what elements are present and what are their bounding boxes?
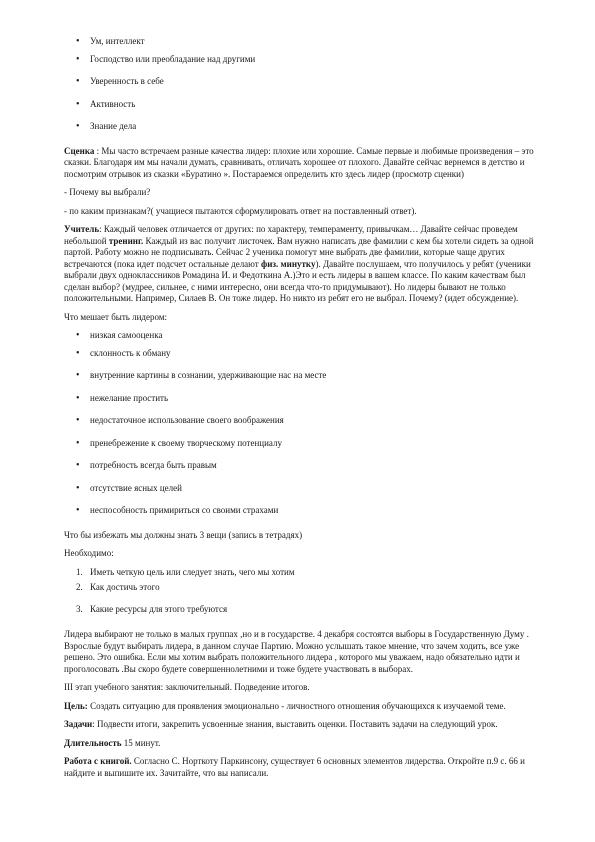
list-item: • Уверенность в себе <box>76 76 539 88</box>
teacher-text-3: ). Давайте послушаем, что получилось у ребят (ученики выбрали двух одноклассников Ромадина И. и Федоткина А.)Это и есть лидеры в вашем классе. По каким качествам был сделан выбор? (мудрее, сильнее, с ними интересно, они всегда что-то придумывают). Но лидеры бывают не только положительными. Например, Силаев В. Он тоже лидер. Но никто из ребят его не выбрал. Почему? (идет обсуждение). <box>64 258 531 303</box>
duration-label: Длительность <box>64 737 122 748</box>
scene-label: Сценка <box>64 145 95 156</box>
item-number: 3. <box>76 603 83 614</box>
stage3-heading: III этап учебного занятия: заключительный. Подведение итогов. <box>64 682 310 692</box>
list-item: • неспособность примириться со своими страхами <box>76 505 539 517</box>
teacher-label: Учитель <box>64 224 100 234</box>
item-text: Иметь четкую цель или следует знать, чего мы хотим <box>90 566 295 577</box>
list-item: • пренебрежение к своему творческому потенциалу <box>76 438 539 450</box>
list-item: • низкая самооценка <box>76 330 539 342</box>
item-number: 2. <box>76 582 83 592</box>
tasks-text: : Подвести итоги, закрепить усвоенные знания, выставить оценки. Поставить задачи на следующий урок. <box>92 719 498 729</box>
obstacles-list <box>64 330 539 517</box>
book-label: Работа с книгой. <box>64 756 132 766</box>
teacher-text-2: Каждый из вас получит листочек. Вам нужно написать две фамилии с кем бы хотели сидеть за одной партой. Работу можно не подписывать. Сейчас 2 ученика помогут мне выбрать две фамилии, которые чаще других встречаются (пока идет подсчет остальные делают <box>64 235 534 269</box>
list-item: • нежелание простить <box>76 393 539 405</box>
book-text: Согласно С. Норткоту Паркинсону, существует 6 основных элементов лидерства. Откройте п.9 с. 66 и найдите и выпишите их. Зачитайте, что вы написали. <box>64 756 525 778</box>
tasks-label: Задачи <box>64 719 93 729</box>
list-item: • Ум, интеллект <box>76 36 539 48</box>
tasks-paragraph <box>64 719 539 731</box>
item-text: Какие ресурсы для этого требуются <box>90 603 228 614</box>
list-item: • Знание дела <box>76 121 539 133</box>
list-item <box>76 582 539 594</box>
scene-paragraph <box>64 146 539 181</box>
fizminutka-word: физ. минутку <box>260 258 316 269</box>
list-item: • отсутствие ясных целей <box>76 483 539 495</box>
list-item <box>76 567 539 579</box>
list-item: • Господство или преобладание над другими <box>76 54 539 66</box>
goal-label: Цель: <box>64 700 88 711</box>
book-paragraph <box>64 756 539 779</box>
question-signs: - по каким признакам?( учащиеся пытаются сформулировать ответ на поставленный ответ). <box>64 205 417 216</box>
list-item: • потребность всегда быть правым <box>76 460 539 472</box>
teacher-paragraph <box>64 224 539 305</box>
scene-text: : Мы часто встречаем разные качества лидер: плохие или хорошие. Самые первые и любимые произведения – это сказки. Благодаря им мы начали думать, сравнивать, отличать хорошее от плохого. Давайте сейчас вернемся в детство и посмотрим отрывок из сказки «Буратино ». Постараемся определить кто здесь лидер (просмотр сценки) <box>64 145 534 179</box>
item-number: 1. <box>76 566 83 577</box>
duration-paragraph <box>64 738 539 750</box>
list-item: • Активность <box>76 99 539 111</box>
list-item <box>76 604 539 616</box>
avoid-paragraph: Что бы избежать мы должны знать 3 вещи (запись в тетрадях) <box>64 529 303 540</box>
duration-text: 15 минут. <box>121 737 161 748</box>
list-item: • недостаточное использование своего воображения <box>76 415 539 427</box>
teacher-text-1: : Каждый человек отличается от других: по характеру, темпераменту, привычкам… Давайте сейчас проведем небольшой <box>64 224 518 246</box>
need-title: Необходимо: <box>64 548 114 558</box>
obstacles-title: Что мешает быть лидером: <box>64 311 168 322</box>
elections-paragraph: Лидера выбирают не только в малых группах ,но и в государстве. 4 декабря состоятся выборы в Государственную Думу . Взрослые будут выбирать лидера, в данном случае Партию. Можно услышать такое мнение, что зачем ходить, все уже решено. Это ошибка. Если мы хотим выбрать положительного лидера , которого мы уважаем, надо обязательно идти и проголосовать .Вы скоро будете совершеннолетними и тоже будете участвовать в выборах. <box>64 629 529 674</box>
leader-qualities-list <box>64 36 539 133</box>
list-item: • внутренние картины в сознании, удерживающие нас на месте <box>76 370 539 382</box>
goal-paragraph <box>64 701 539 713</box>
need-list <box>64 567 539 616</box>
item-text: Как достичь этого <box>90 582 160 592</box>
list-item: • склонность к обману <box>76 348 539 360</box>
goal-text: Создать ситуацию для проявления эмоционально - личностного отношения обучающихся к изучаемой теме. <box>87 700 506 711</box>
training-word: тренинг. <box>108 235 144 246</box>
question-why: - Почему вы выбрали? <box>64 187 151 197</box>
